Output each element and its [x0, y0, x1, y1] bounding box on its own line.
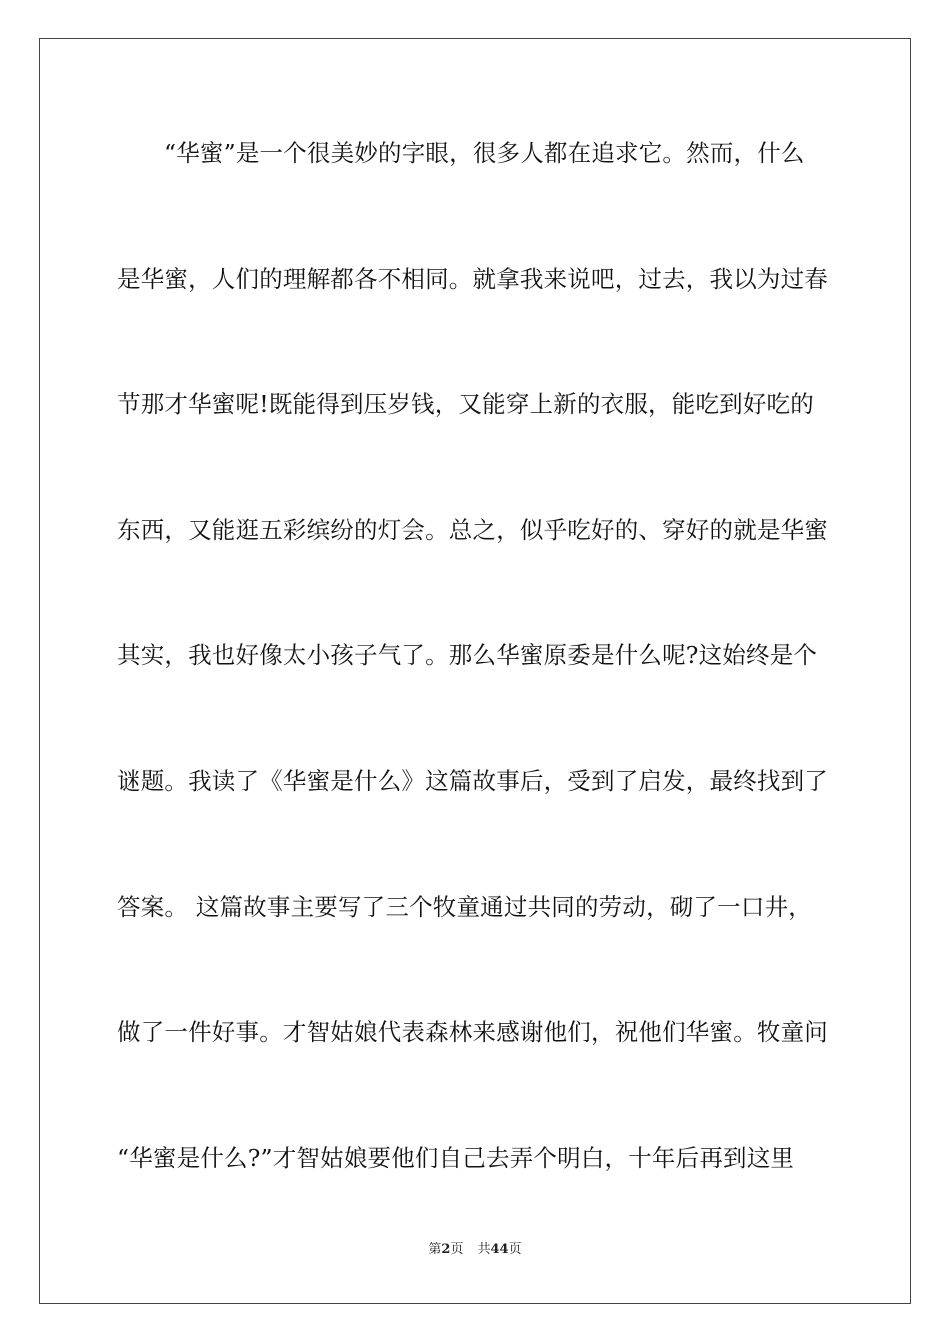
text-line-8: 做了一件好事。才智姑娘代表森林来感谢他们，祝他们华蜜。牧童问: [117, 1018, 828, 1047]
text-line-9: “华蜜是什么?”才智姑娘要他们自己去弄个明白，十年后再到这里: [117, 1143, 795, 1172]
page-number: 2: [441, 1242, 451, 1257]
total-suffix: 页: [508, 1242, 522, 1257]
text-line-2: 是华蜜，人们的理解都各不相同。就拿我来说吧，过去，我以为过春: [117, 264, 828, 293]
text-line-7: 答案。 这篇故事主要写了三个牧童通过共同的劳动，砌了一口井，: [117, 892, 812, 921]
text-line-1: “华蜜”是一个很美妙的字眼，很多人都在追求它。然而，什么: [164, 139, 805, 167]
text-line-5: 其实，我也好像太小孩子气了。那么华蜜原委是什么呢?这始终是个: [117, 641, 818, 670]
text-line-3: 节那才华蜜呢!既能得到压岁钱，又能穿上新的衣服，能吃到好吃的: [117, 390, 814, 419]
document-body: [117, 122, 833, 1252]
text-line-4: 东西，又能逛五彩缤纷的灯会。总之，似乎吃好的、穿好的就是华蜜: [117, 515, 828, 544]
page-footer: [0, 1238, 950, 1257]
total-pages: 44: [490, 1242, 509, 1257]
page-prefix: 第: [428, 1242, 442, 1257]
page-suffix: 页: [450, 1242, 464, 1257]
text-line-6: 谜题。我读了《华蜜是什么》这篇故事后，受到了启发，最终找到了: [117, 766, 828, 795]
total-prefix: 共: [477, 1242, 491, 1257]
